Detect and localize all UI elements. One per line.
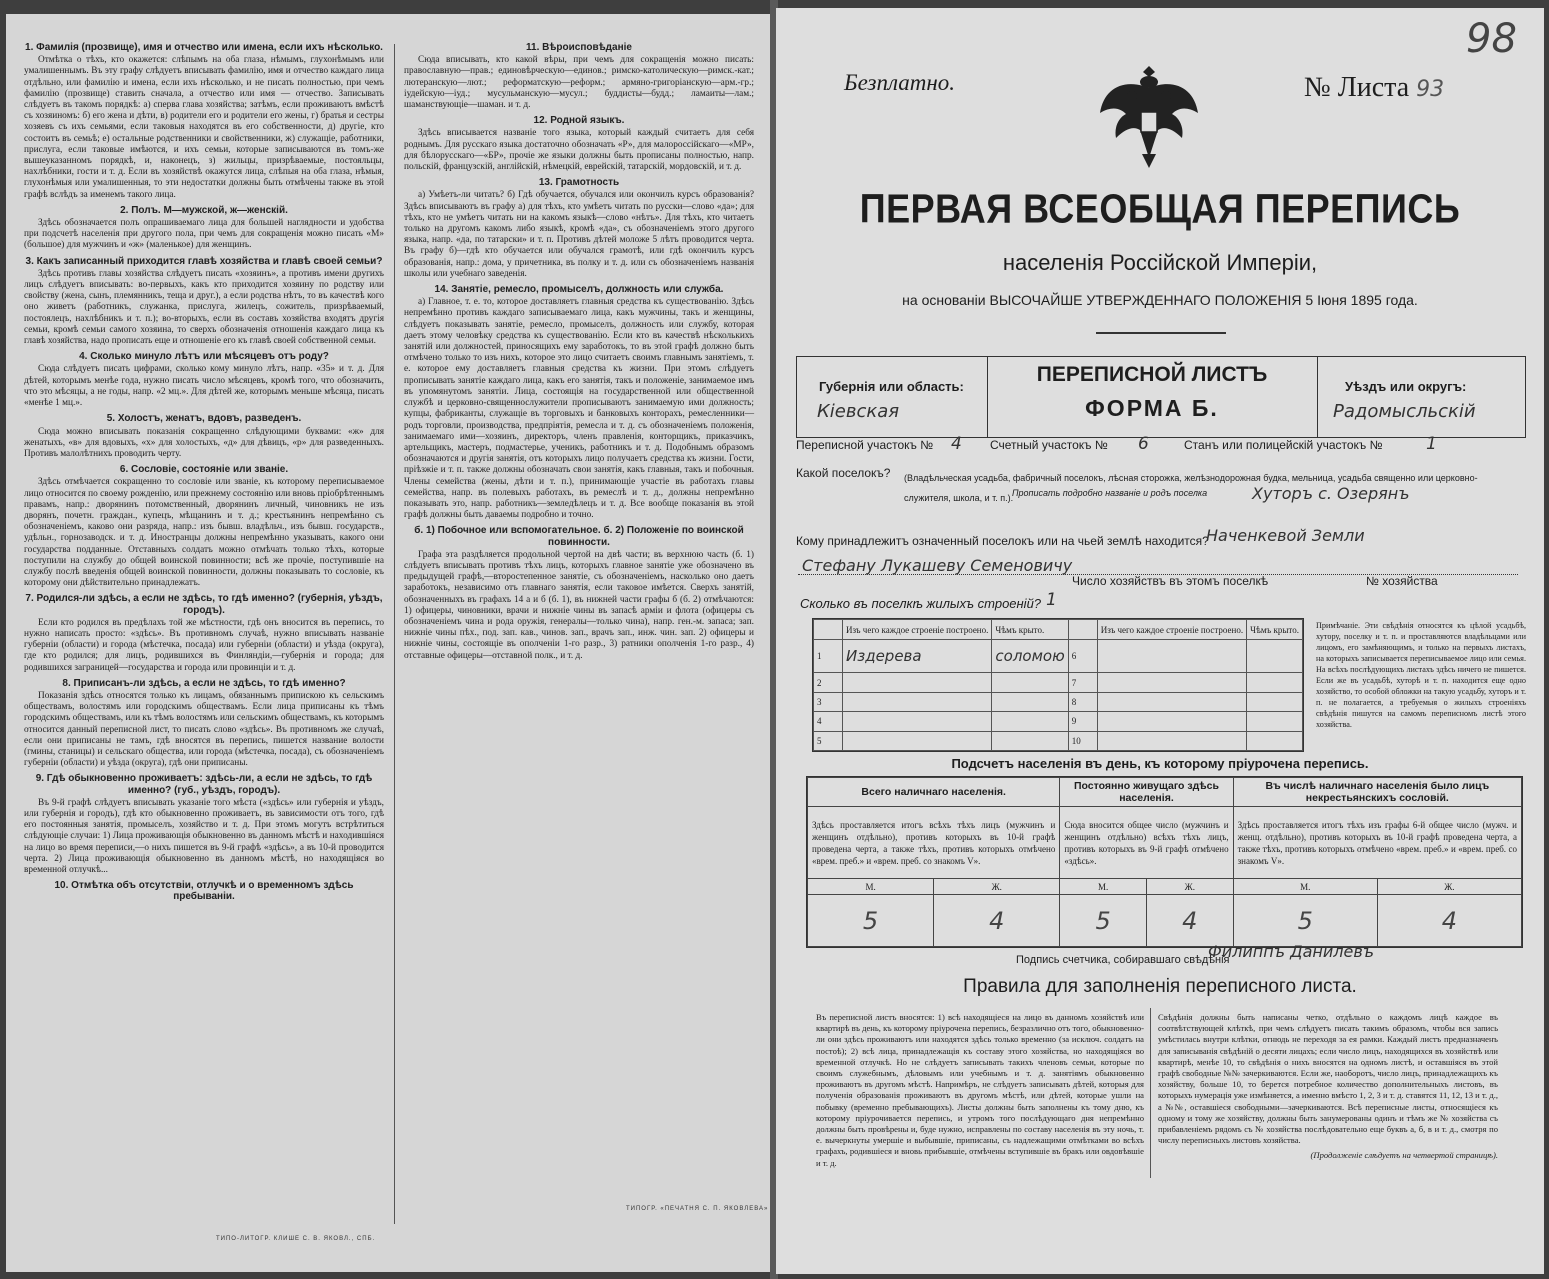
permanent-male-value: 5 — [1060, 895, 1147, 947]
section-text: Сюда слѣдуетъ писать цифрами, сколько кому минуло лѣтъ, напр. «35» и т. д. Для дѣтей, которымъ менѣе года, нужно писать число мѣсяцевъ, кромѣ того, что обозначить, что это мѣсяцы, а не годы, напр. «2 мц.». Для дѣтей же, которымъ меньше мѣсяца, писать «менѣе 1 мц.». — [24, 364, 384, 409]
empty-cell — [1097, 712, 1246, 731]
section-text: Здѣсь вписывается названіе того языка, который каждый считаетъ для себя роднымъ. Для русскаго языка достаточно обозначать «Р», для малороссійскаго—«МР», для бѣлорусскаго—«БР», прочіе же языки должны быть прописаны полностью, напр. польскій, французскій, англійскій, нѣмецкій, еврейскій, татарскій, мордовскій, и т. д. — [404, 128, 754, 173]
section-heading: 11. Вѣроисповѣданіе — [526, 42, 632, 53]
guberniya-label: Губернія или область: — [819, 379, 964, 394]
row-number: 10 — [1068, 731, 1097, 750]
section-text: Сюда вписывать, кто какой вѣры, при чемъ для сокращенія можно писать: православную—прав.; единовѣрческую—единов.; римско-католическую—римск.-кат.; лютеранскую—лют.; реформатскую—реформ.; армяно-григоріанскую—арм.-гр.; іудейскую—іуд.; мусульманскую—мусул.; буддисты—будд.; ламаиты—лам.; шаманствующіе—шаман. и т. д. — [404, 55, 754, 111]
schet-label: Счетный участокъ № — [990, 438, 1108, 452]
owner-label: Кому принадлежитъ означенный поселокъ или на чьей землѣ находится? — [796, 534, 1209, 548]
poselok-hint-2: Прописать подробно названіе и родъ поселка — [1012, 488, 1208, 498]
uezd-label: Уѣздъ или округъ: — [1345, 379, 1467, 394]
roof-header: Чѣмъ крыто. — [992, 620, 1068, 640]
section-text: Отмѣтка о тѣхъ, кто окажется: слѣпымъ на оба глаза, нѣмымъ, глухонѣмымъ или умалишеннымъ. Въ эту графу слѣдуетъ вписывать фамилію, имя и отчество каждаго лица отдѣльно, или фамилію и имена, если ихъ нѣсколько, и не писать полностью, при чемъ фамилію (прозвище) ставить сначала, а отчество или имя — отчество. Записывать слѣдуетъ въ такомъ порядкѣ: а) сперва глава хозяйства; затѣмъ, если проживаютъ вмѣстѣ съ хозяиномъ: б) его жена и дѣти, в) родители его и родители его жены, г) братья и сестры хозяевъ съ ихъ семьями, если таковыя находятся въ его собственности, д) другіе, кто состоитъ въ семьѣ; е) остальные родственники и свойственники, ж) служащіе, работники, прислуга, если таковые имѣются, и ихъ семьи, которые записываются въ томъ-же вышеуказанномъ порядкѣ, и, наконецъ, з) жильцы, призрѣваемые, постояльцы, нахлѣбники, гости и т. д. Если въ хозяйствѣ окажутся лица, слѣпыя на оба глаза, нѣмыя, глухонѣмыя или умалишенныя, то эти недостатки должны быть отмѣчены также въ этой графѣ вслѣдъ за именемъ такого лица. — [24, 55, 384, 200]
row-number: 6 — [1068, 640, 1097, 673]
printer-mark-left: ТИПО-ЛИТОГР. КЛИШЕ С. В. ЯКОВЛ., СПБ. — [216, 1236, 376, 1242]
roof-header: Чѣмъ крыто. — [1247, 620, 1303, 640]
printer-mark-right: ТИПОГР. «ПЕЧАТНЯ С. П. ЯКОВЛЕВА» — [626, 1206, 769, 1212]
permanent-desc: Сюда вносится общее число (мужчинъ и женщинъ отдѣльно) всѣхъ тѣхъ лицъ, противъ которыхъ въ 9-й графѣ отмѣчено «здѣсь». — [1060, 807, 1233, 879]
female-col-label: Ж. — [934, 879, 1060, 895]
page-subtitle-2: на основаніи ВЫСОЧАЙШЕ УТВЕРЖДЕННАГО ПОЛОЖЕНІЯ 5 Іюня 1895 года. — [902, 292, 1418, 308]
divider-rule — [1096, 332, 1226, 334]
permanent-header: Постоянно живущаго здѣсь населенія. — [1060, 778, 1233, 807]
total-present-header: Всего наличнаго населенія. — [808, 778, 1060, 807]
row-number: 3 — [814, 692, 843, 711]
houses-value: 1 — [1046, 590, 1057, 610]
empty-cell — [1247, 673, 1303, 692]
rules-column-1: Въ переписной листъ вносятся: 1) всѣ находящіеся на лицо въ данномъ хозяйствѣ или квартирѣ въ день, къ которому пріурочена перепись, безразлично отъ того, обыкновенно-ли они здѣсь проживаютъ или находятся здѣсь только временно (за исключ. солдатъ на постоѣ); 2) всѣ лица, принадлежащія къ составу этого хозяйства, но находящіяся во временной отлучкѣ. Но не слѣдуетъ записывать такихъ членовъ семьи, которые по своимъ служебнымъ, дѣловымъ или учебнымъ и т. д. занятіямъ обыкновенно проживаютъ въ другомъ мѣстѣ. Напримѣръ, не слѣдуетъ записывать дѣтей, которыя для полученія образованія проживаютъ въ другомъ мѣстѣ, или дѣтей, которые ушли на побывку (временно пребывающихъ). Листы должны быть заполнены къ тому дню, къ которому пріурочивается перепись, и утромъ того послѣдующаго дня непремѣнно должны быть провѣрены и, буде нужно, исправлены по составу населенія въ эту ночь, т. е. вычеркнуты умершіе и выбывшіе, приписаны, съ надлежащими отмѣтками во всѣхъ графахъ, родившіеся и вновь прибывшіе, отмѣчены вступившіе въ бракъ или овдовѣвшіе и т. д. — [816, 1012, 1144, 1168]
form-title-cell — [987, 357, 1318, 437]
section-heading: 5. Холостъ, женатъ, вдовъ, разведенъ. — [106, 413, 302, 425]
poselok-label: Какой поселокъ? — [796, 466, 891, 480]
material-header: Изъ чего каждое строеніе построено. — [843, 620, 992, 640]
rules-continue: (Продолженіе слѣдуетъ на четвертой страницѣ). — [1310, 1150, 1498, 1161]
rules-heading: Правила для заполненія переписного листа. — [963, 976, 1357, 997]
empty-cell — [1247, 731, 1303, 750]
row-number: 7 — [1068, 673, 1097, 692]
section-heading: 4. Сколько минуло лѣтъ или мѣсяцевъ отъ роду? — [79, 351, 329, 363]
houses-table — [812, 618, 1304, 752]
material-header: Изъ чего каждое строеніе построено. — [1097, 620, 1246, 640]
section-text: Показанія здѣсь относятся только къ лицамъ, обязаннымъ припискою къ сельскимъ обществамъ, волостямъ или городскимъ обществамъ. Если лица приписаны къ тѣмъ городскимъ обществамъ, или къ тѣмъ волостямъ или сельскимъ обществамъ, къ которымъ относится данный переписной лист, то писать слово «здѣсь». Въ противномъ же случаѣ, если они приписаны не тамъ, гдѣ вносятся въ перепись, пишется название волости (гмины, станицы) и сельскаго общества, или города (мѣстечка, посада), съ обозначеніемъ губерніи (области) и уѣзда (округа), гдѣ они приписаны. — [24, 690, 384, 769]
sheet-number-value: 93 — [1416, 77, 1445, 102]
empty-cell — [1247, 692, 1303, 711]
population-count-table — [806, 776, 1523, 948]
uezd-cell — [1317, 357, 1525, 437]
male-col-label: М. — [808, 879, 934, 895]
section-heading: 12. Родной языкъ. — [533, 115, 625, 127]
section-text: Графа эта раздѣляется продольной чертой на двѣ части; въ верхнюю часть (б. 1) слѣдуетъ вписывать противъ тѣхъ лицъ, которыхъ главное занятіе уже обозначено въ предыдущей графѣ,—второстепенное занятіе, съ обозначеніемъ, насколько оно даетъ заработокъ, независимо отъ главнаго занятія, если таковое имѣется. Сверхъ занятій, обозначенныхъ въ графахъ 14 а и б (б. 1), въ нижней части графы б (б. 2) отмѣчаются: 1) офицеры, чиновники, врачи и нижніе чины въ запасѣ арміи и флота (офицеры съ обозначеніемъ чина и рода оружія, генералы—только чина), напр. ген.-м. запаса; зап. нижніе чины пѣх., под. зап. кав., чинов. зап., врачъ зап., инж. чин. зап. 2) офицеры и нижніе чины, состоящіе въ ополченіи 1-го разр., 3) ратники ополченія 1-го разр., 4) отставные офицеры—отставной полк., и т. д. — [404, 549, 754, 661]
roof-value: соломою — [992, 640, 1068, 673]
empty-cell — [1097, 731, 1246, 750]
stan-value: 1 — [1426, 434, 1437, 454]
section-text: Если кто родился въ предѣлахъ той же мѣстности, гдѣ онъ вносится въ перепись, то нужно написать просто: «здѣсь». Въ противномъ случаѣ, нужно вписывать названіе губерніи (области) и города (мѣстечка, посада) или губерніи (области) и уѣзда (округа), где кто родился; для лицъ, родившихся въ Финляндіи,—губернія и города; для родившихся заграницей—государства и города или провинціи и т. д. — [24, 617, 384, 673]
empty-cell — [1247, 640, 1303, 673]
female-col-label: Ж. — [1377, 879, 1521, 895]
row-number: 8 — [1068, 692, 1097, 711]
stan-label: Станъ или полицейскій участокъ № — [1184, 438, 1383, 452]
sheet-number-label: № Листа — [1304, 72, 1410, 103]
rules-text-2: Свѣдѣнія должны быть написаны четко, отдѣльно о каждомъ лицѣ каждое въ соотвѣтствующей клѣткѣ, при чемъ слѣдуетъ писать такимъ образомъ, чтобы вся запись умѣстилась внутри клѣтки, отнюдь не переходя за ея рамки. Каждый листъ предназначенъ для записыванія свѣдѣній о десяти лицахъ; если число лицъ, находящихся въ хозяйствѣ или квартирѣ, менѣе 10, то свѣдѣнія о нихъ вносятся на одномъ листѣ, и оставшіяся въ этой графѣ свободные №№ зачеркиваются. Если же, наоборотъ, число лицъ, принадлежащихъ къ хозяйству, больше 10, то берется потребное количество дополнительныхъ листовъ, въ которыхъ нумерація уже измѣняется, а именно вмѣсто 1, 2, 3 и т. д. ставятся 11, 12, 13 и т. д., а №№, оставшіеся свободными—зачеркиваются. Всѣ переписные листы, относящіеся къ одному и тому же хозяйству, должны быть занумерованы одинъ и тѣмъ же № хозяйства съ прибавленіемъ рядомъ съ № хозяйства послѣдовательно еще буквъ а, б, в и т. д., смотря по числу переписныхъ листовъ хозяйства. — [1158, 1012, 1498, 1146]
left-page — [6, 14, 772, 1272]
row-number-header — [1068, 620, 1097, 640]
row-number: 9 — [1068, 712, 1097, 731]
material-value: Издерева — [843, 640, 992, 673]
row-number: 5 — [814, 731, 843, 750]
section-heading: 10. Отмѣтка объ отсутствіи, отлучкѣ и о временномъ здѣсь пребываніи. — [54, 880, 354, 903]
empty-cell — [843, 673, 992, 692]
row-number: 4 — [814, 712, 843, 731]
row-number-header — [814, 620, 843, 640]
section-heading: 13. Грамотность — [538, 177, 620, 189]
guberniya-cell — [797, 357, 988, 437]
male-col-label: М. — [1060, 879, 1147, 895]
uezd-value: Радомысльскій — [1333, 401, 1476, 422]
signature-value: Филиппъ Данилевъ — [1208, 942, 1375, 961]
section-heading: 2. Полъ. М—мужской, ж—женскій. — [120, 204, 288, 216]
uchastok-value: 4 — [951, 434, 962, 454]
row-number: 2 — [814, 673, 843, 692]
houses-note: Примѣчаніе. Эти свѣдѣнія относятся къ цѣлой усадьбѣ, хутору, поселку и т. п. и проставляются владѣльцами или лицомъ, его замѣняющимъ, и только на первыхъ листахъ, на которыхъ записывается переписываемое лицо или семья. На всѣхъ послѣдующихъ листахъ здѣсь ничего не пишется. Если же въ усадьбѣ, хуторѣ и т. п. находится еще одно хозяйство, то особой обложки на такую усадьбу, хуторъ и т. п. не полагается, а требуемыя о жилыхъ строеніяхъ свѣдѣнія пишутся на самомъ переписномъ листѣ этого хозяйства. — [1316, 621, 1526, 729]
total-male-value: 5 — [808, 895, 934, 947]
page-subtitle: населенія Россійской Имперіи, — [1002, 250, 1318, 275]
empty-cell — [843, 692, 992, 711]
owner-value: Наченкевой Земли — [1206, 526, 1365, 545]
empty-cell — [1247, 712, 1303, 731]
empty-cell — [1097, 692, 1246, 711]
sheet-number — [1304, 72, 1444, 104]
row-number: 1 — [814, 640, 843, 673]
permanent-female-value: 4 — [1146, 895, 1233, 947]
section-heading: 6. Сословіе, состояніе или званіе. — [119, 464, 289, 476]
empty-cell — [1097, 673, 1246, 692]
instructions-column-2 — [404, 38, 754, 662]
section-text: Въ 9-й графѣ слѣдуетъ вписывать указаніе того мѣста («здѣсь» или губернія и уѣздъ, или губернія и городъ), гдѣ кто обыкновенно проживаетъ, въ зависимости отъ того, гдѣ его постоянныя занятія, промыселъ, хозяйство и т. д. При этомъ могутъ встрѣтиться слѣдующіе случаи: 1) Лица проживающія обыкновенно въ данномъ мѣстѣ и находившіяся на лицо во время переписи,—о нихъ пишется въ 9-й графѣ «здѣсь», а въ 10-й проводится черта. 2) Лица проживающія обыкновенно въ данномъ мѣстѣ, но находящіяся во временной отлучкѣ... — [24, 797, 384, 876]
signature-label: Подпись счетчика, собиравшаго свѣдѣнія — [1016, 954, 1230, 966]
guberniya-value: Кіевская — [817, 401, 900, 422]
section-text: Здѣсь противъ главы хозяйства слѣдуетъ писать «хозяинъ», а противъ имени другихъ лицъ слѣдуетъ вписывать: во-первыхъ, какъ кто приходится хозяину по родству или свойству (жена, сынъ, племянникъ, теща и друг.), а если родства нѣтъ, то въ качествѣ кого оно живетъ (работникъ, служанка, прислуга, жилецъ, сожитель, призрѣваемый, постоялецъ, нахлѣбникъ и т. п.); во-вторыхъ, если въ составъ хозяйства входятъ другія семьи, кромѣ семьи самого хозяина, то сверхъ обозначенія отношенія каждаго лица къ главѣ хозяйства, надо прописать еще и отношеніе его къ главѣ своей собственной семьи. — [24, 268, 384, 347]
form-subtitle: ФОРМА Б. — [1085, 395, 1219, 421]
section-heading: 1. Фамилія (прозвище), имя и отчество или имена, если ихъ нѣсколько. — [25, 42, 383, 53]
female-col-label: Ж. — [1146, 879, 1233, 895]
double-headed-eagle-icon — [1094, 58, 1204, 173]
non-peasant-header: Въ числѣ наличнаго населенія было лицъ некрестьянскихъ сословій. — [1233, 778, 1521, 807]
non-peasant-female-value: 4 — [1377, 895, 1521, 947]
schet-value: 6 — [1138, 434, 1149, 454]
section-heading: 14. Занятіе, ремесло, промыселъ, должность или служба. — [434, 284, 724, 296]
free-label: Безплатно. — [844, 70, 956, 95]
column-divider — [394, 44, 395, 1224]
household-no-label: № хозяйства — [1366, 574, 1438, 588]
archive-number: 98 — [1466, 16, 1517, 62]
households-label: Число хозяйствъ въ этомъ поселкѣ — [1072, 574, 1269, 588]
right-page — [776, 8, 1544, 1274]
section-text: Сюда можно вписывать показанія сокращенно слѣдующими буквами: «ж» для женатыхъ, «в» для вдовыхъ, «х» для холостыхъ, «д» для дѣвицъ, «р» для разведенныхъ. Противъ малолѣтнихъ проводить черту. — [24, 426, 384, 459]
page-title: ПЕРВАЯ ВСЕОБЩАЯ ПЕРЕПИСЬ — [859, 185, 1461, 232]
uchastok-label: Переписной участокъ № — [796, 438, 934, 452]
poselok-value: Хуторъ с. Озерянъ — [1252, 484, 1410, 503]
rules-divider — [1150, 1008, 1151, 1178]
empty-cell — [992, 731, 1068, 750]
form-title: ПЕРЕПИСНОЙ ЛИСТЪ — [1036, 363, 1268, 386]
section-text: а) Умѣетъ-ли читать? б) Гдѣ обучается, обучался или окончилъ курсъ образованія? Здѣсь вписываютъ въ графу а) для тѣхъ, кто умѣетъ читать по русски—слово «да»; для тѣхъ, кто не умѣетъ читать ни на какомъ языкѣ—слово «нѣтъ». Для тѣхъ, кто читаетъ только на другомъ какомъ либо языкѣ, кромѣ «да», съ обозначеніемъ этого другого языка, напр. «да, по татарски» и т. п. Противъ дѣтей моложе 5 лѣтъ проводится черта. Въ графу б)—гдѣ кто обучается или обучался грамотѣ, или гдѣ окончилъ курсъ образованія, напр.: дома, у причетника, въ полку и т. д. или съ обозначеніемъ названія школы или учебнаго заведенія. — [404, 190, 754, 279]
section-heading: 9. Гдѣ обыкновенно проживаетъ: здѣсь-ли, а если не здѣсь, то гдѣ именно? (губ., уѣздъ, городъ). — [35, 773, 373, 796]
uchastok-row — [796, 438, 933, 452]
section-heading: 8. Приписанъ-ли здѣсь, а если не здѣсь, то гдѣ именно? — [62, 677, 346, 689]
section-text: а) Главное, т. е. то, которое доставляетъ главныя средства къ существованію. Здѣсь непремѣнно противъ каждаго записываемаго лица, какъ мужчины, такъ и женщины, слѣдуетъ показывать занятіе, ремесло, промыселъ, должность или службу, которая даетъ этому человѣку средства къ существованію. Если кто въ качествѣ нѣсколькихъ занятій или должностей, приносящихъ ему заработокъ, то въ этой графѣ должно быть отмѣчено только то изъ нихъ, которое это лицо считаетъ своимъ главнымъ занятіемъ, т. е. которое ему доставляетъ главныя средства къ жизни. При этомъ слѣдуетъ прописывать занятіе каждаго лица, какъ его занятія, такъ и положеніе, занимаемое имъ въ упомянутомъ занятіи. Лица, состоящія на государственной или общественной службѣ и церковно-священнослужители прописываютъ занимаемую ими должность; купцы, фабриканты, служащіе въ торговыхъ и банковыхъ конторахъ, ремесленники—родъ торговли, производства, предпріятія, ремесла и т. д. съ обозначеніемъ положенія, занимаемаго ими—хозяинъ, директоръ, членъ правленія, конторщикъ, приказчикъ, артельщикъ, мастеръ, подмастерье, ученикъ, работникъ и т. д. Подобнымъ образомъ обозначаются и другія занятія, отъ которыхъ лицо получаетъ средства къ жизни. Гости, пріѣзжіе и т. п. также должны обозначать свои занятія, какъ главныя, такъ и побочныя. Члены семейства (жены, дѣти и т. п.), принимающіе участіе въ работахъ главы семейства, напр. въ полевыхъ работахъ, въ ремеслѣ и т. д., должны непремѣнно показывать это, напр. работникъ—земледѣлецъ и т. д. Все вообще показанія въ этой графѣ должны быть даваемы подробно и точно. — [404, 297, 754, 521]
section-text: Здѣсь обозначается полъ опрашиваемаго лица для большей наглядности и удобства при подсчетѣ населенія при другого пола, при чемъ для сокращенія можно писать «М» (большое) для мужчинъ и «ж» (маленькое) для женщинъ. — [24, 218, 384, 251]
rules-column-2 — [1158, 1012, 1498, 1162]
total-present-desc: Здѣсь проставляется итогъ всѣхъ тѣхъ лицъ (мужчинъ и женщинъ отдѣльно), противъ которыхъ въ 10-й графѣ проведена черта, а также тѣхъ, противъ которыхъ отмѣчено «врем. преб.» и «врем. преб. со знакомъ V». — [808, 807, 1060, 879]
section-heading: б. 1) Побочное или вспомогательное. б. 2) Положеніе по воинской повинности. — [414, 525, 744, 548]
male-col-label: М. — [1233, 879, 1377, 895]
total-female-value: 4 — [934, 895, 1060, 947]
empty-cell — [843, 712, 992, 731]
owner-value-2: Стефану Лукашеву Семеновичу — [802, 556, 1073, 575]
poselok-hint: (Владѣльческая усадьба, фабричный поселокъ, лѣсная сторожка, желѣзнодорожная будка, мельница, усадьба священно или церковно-служителя, школа, и т. п.). — [904, 473, 1478, 503]
section-text: Здѣсь отмѣчается сокращенно то сословіе или званіе, къ которому переписываемое лицо относится по своему рожденію, или прежнему состоянію или вновь пріобрѣтеннымъ правамъ, напр.: дворянинъ потомственный, дворянинъ личный, чиновникъ не изъ дворянъ, почетн. граждан., купецъ, мѣщанинъ и т. д.; крестьянинъ непремѣнно съ обозначеніемъ, каково они разряда, напр.: изъ бывш. владѣльч., изъ бывш. государств., удѣльн., горнозаводск. и т. д. Иностранцы должны непремѣнно указывать, какого они государства подданные. Отставныхъ солдатъ можно отмѣчать только тѣхъ, которые поступили на службу до общей воинской повинности; всѣ же прочіе, поступившіе на службу послѣ введенія общей воинской повинности, должны показывать то сословіе, къ которому они дѣйствительно принадлежатъ. — [24, 477, 384, 589]
empty-cell — [1097, 640, 1246, 673]
count-heading: Подсчетъ населенія въ день, къ которому пріурочена перепись. — [951, 756, 1369, 771]
houses-label: Сколько въ поселкѣ жилыхъ строеній? — [800, 596, 1042, 611]
form-header-table — [796, 356, 1526, 438]
section-heading: 3. Какъ записанный приходится главѣ хозяйства и главѣ своей семьи? — [25, 255, 383, 267]
empty-cell — [992, 673, 1068, 692]
non-peasant-desc: Здѣсь проставляется итогъ тѣхъ изъ графы 6-й общее число (мужч. и женщ. отдѣльно), противъ которыхъ въ 10-й графѣ проведена черта, а также тѣхъ, противъ которыхъ отмѣчено «врем. преб.» и «врем. преб. со знакомъ V». — [1233, 807, 1521, 879]
non-peasant-male-value: 5 — [1233, 895, 1377, 947]
empty-cell — [843, 731, 992, 750]
empty-cell — [992, 692, 1068, 711]
empty-cell — [992, 712, 1068, 731]
instructions-column-1 — [24, 38, 384, 905]
section-heading: 7. Родился-ли здѣсь, а если не здѣсь, то гдѣ именно? (губернія, уѣздъ, городъ). — [25, 593, 383, 616]
